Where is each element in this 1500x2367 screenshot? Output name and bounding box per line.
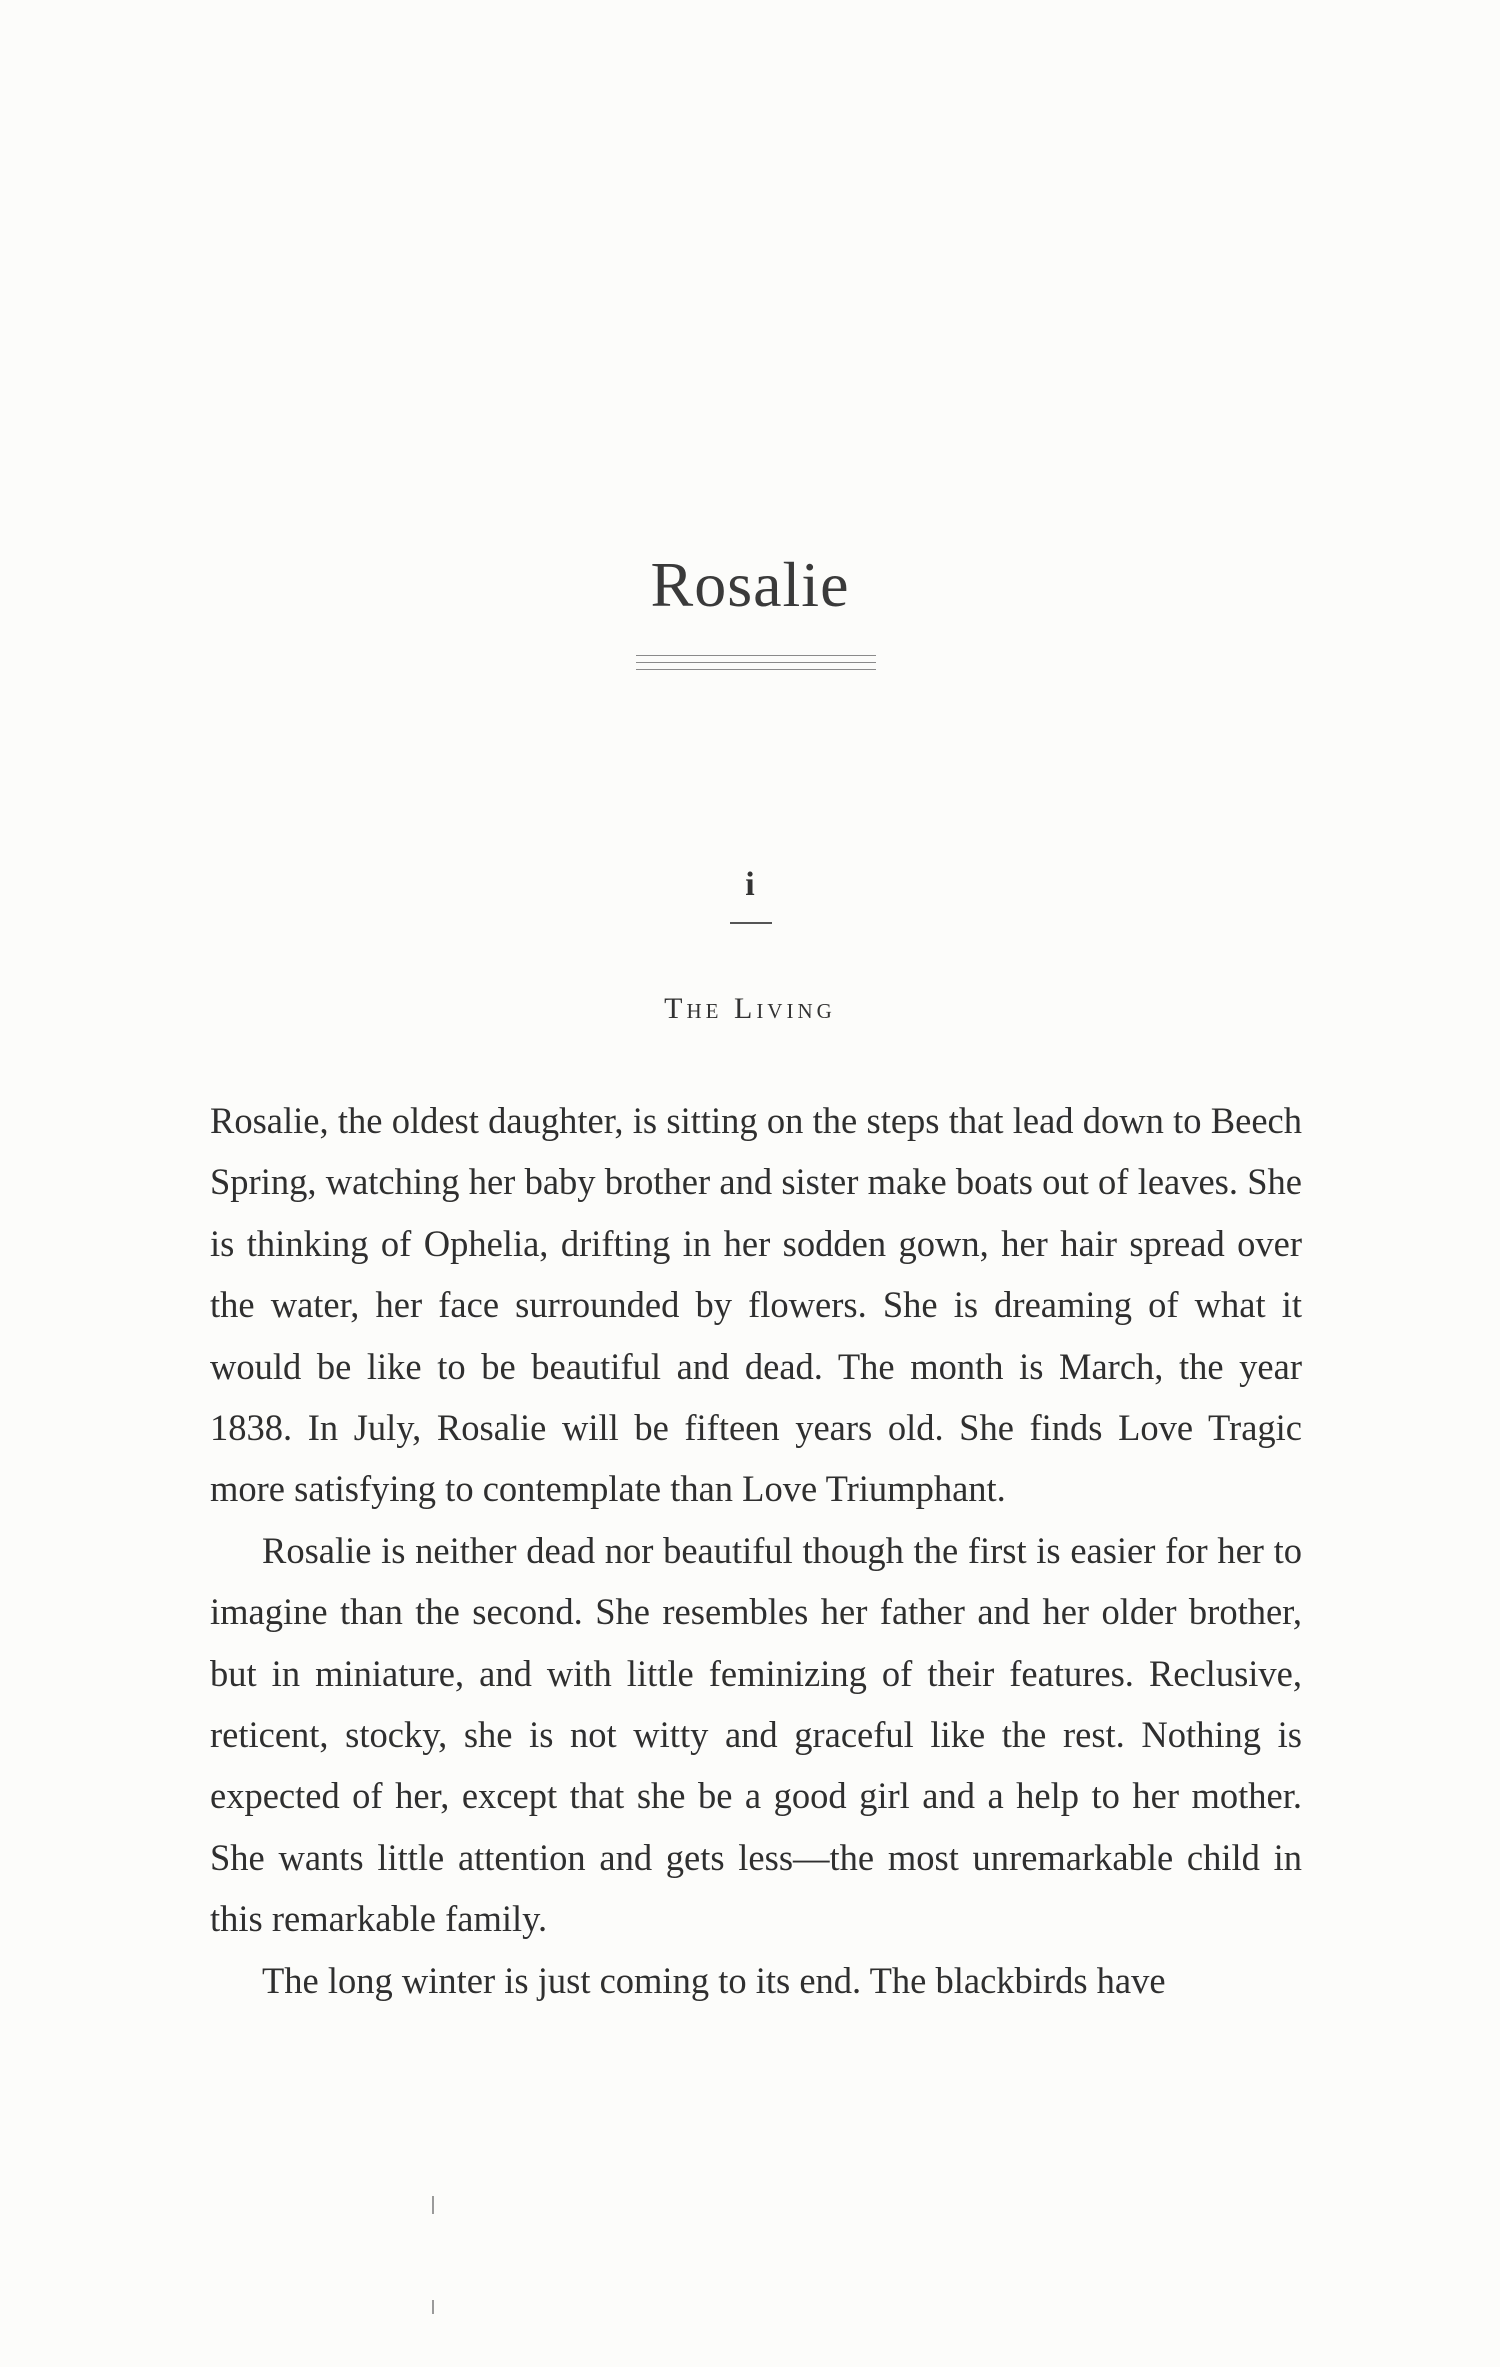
paragraph-1: Rosalie, the oldest daughter, is sitting on the steps that lead down to Beech Spring, watching her baby brother and sister make boats out of leaves. She is thinking of Ophelia, drifting in her sodden gown, her hair spread over the water, her face surrounded by flowers. She is dreaming of what it would be like to be beautiful and dead. The month is March, the year 1838. In July, Rosalie will be fifteen years old. She finds Love Tragic more satisfying to contemplate than Love Triumphant.: [210, 1100, 1302, 1510]
title-rule-middle: [636, 662, 876, 663]
section-rule: [730, 922, 772, 924]
section-title: The Living: [664, 992, 836, 1025]
scan-speck: [432, 2300, 434, 2314]
paragraph-3: The long winter is just coming to its end. The blackbirds have: [262, 1959, 1166, 2001]
body-text: [210, 1090, 1302, 2011]
paragraph-2: Rosalie is neither dead nor beautiful though the first is easier for her to imagine than the second. She resembles her father and her older brother, but in miniature, and with little feminizing of their features. Reclusive, reticent, stocky, she is not witty and graceful like the rest. Nothing is expected of her, except that she be a good girl and a help to her mother. She wants little attention and gets less—the most unremarkable child in this remarkable family.: [210, 1529, 1302, 1940]
title-rule-top: [636, 655, 876, 656]
scan-speck: [432, 2196, 434, 2214]
section-number: i: [745, 866, 755, 903]
title-rule-bottom: [636, 669, 876, 670]
chapter-title: Rosalie: [650, 549, 850, 620]
